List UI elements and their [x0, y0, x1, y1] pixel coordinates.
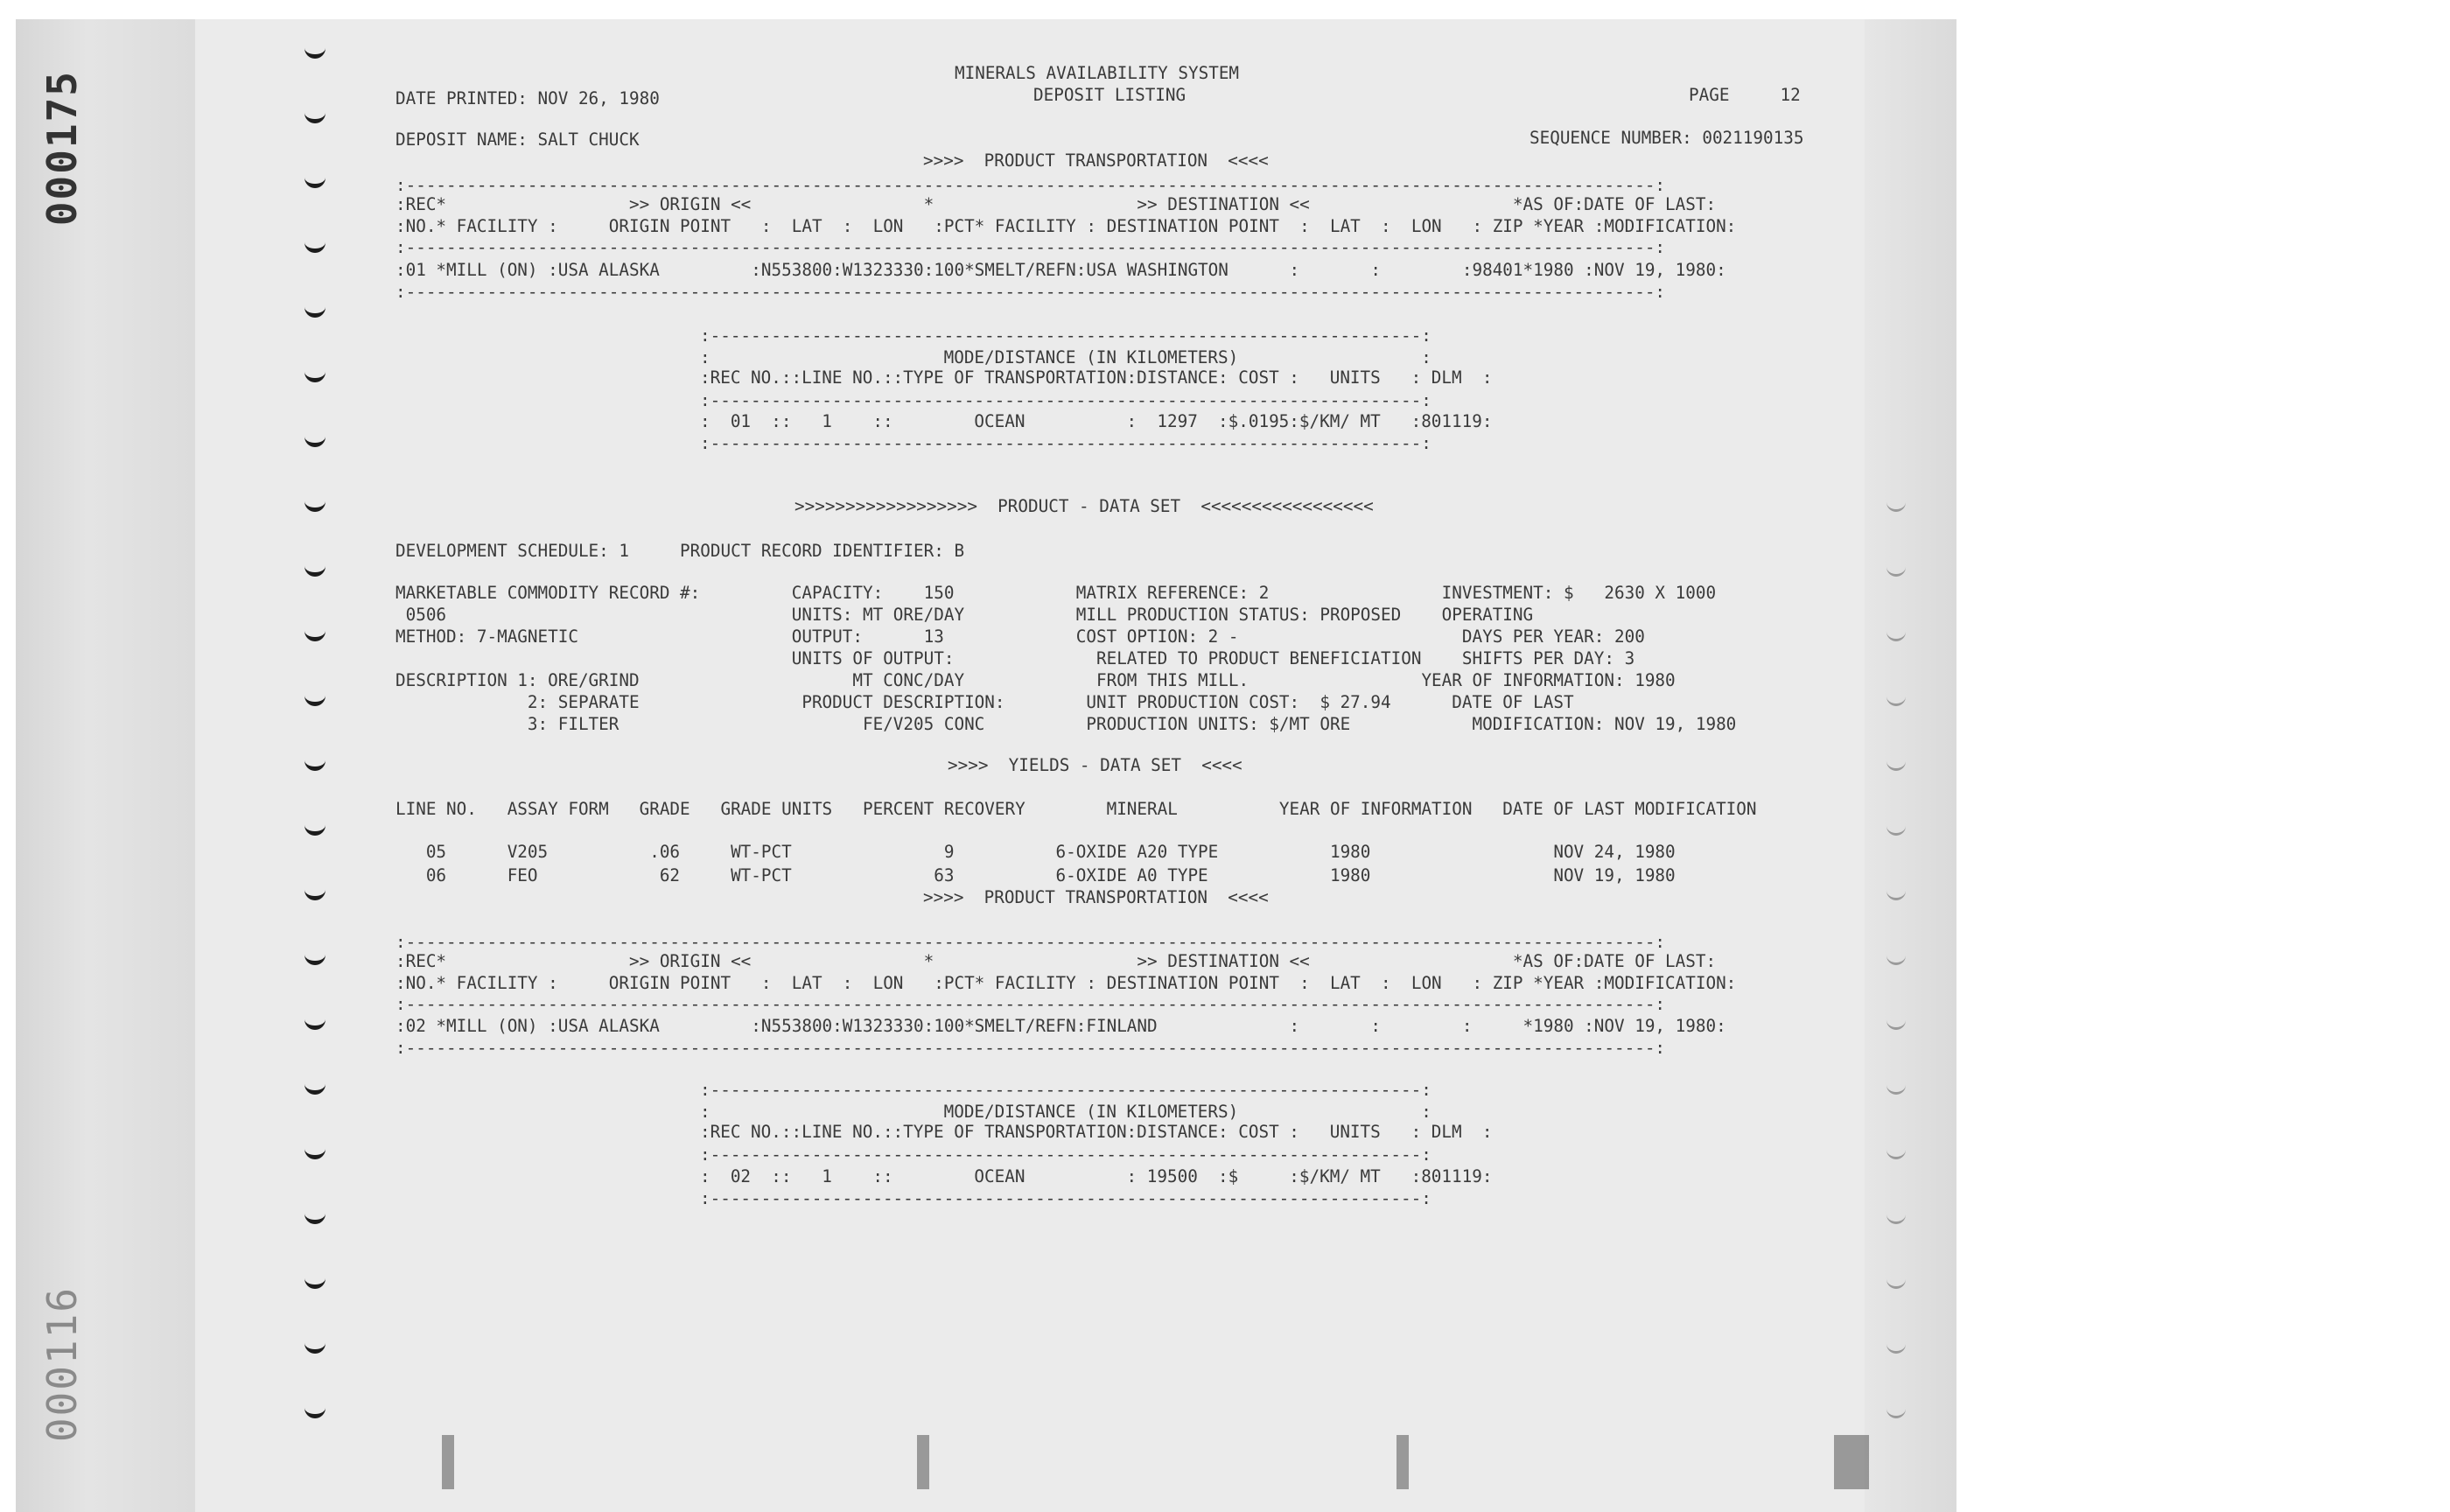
frame-number-stamp-bottom: 000116 [38, 1286, 86, 1443]
yields-row: 05 V205 .06 WT-PCT 9 6-OXIDE A20 TYPE 1980 NOV 24, 1980 [396, 842, 1676, 862]
table-header: :NO.* FACILITY : ORIGIN POINT : LAT : LON :PCT* FACILITY : DESTINATION POINT : LAT : LON : ZIP *YEAR :MODIFICATION: [396, 973, 1737, 993]
table-rule: :---------------------------------------------------------------------------------------------------------------------------: [396, 175, 1666, 195]
product-line: UNITS OF OUTPUT: RELATED TO PRODUCT BENEFICIATION SHIFTS PER DAY: 3 [396, 648, 1635, 668]
table-rule: :----------------------------------------------------------------------: [700, 1080, 1432, 1100]
table-rule: :----------------------------------------------------------------------: [700, 433, 1432, 453]
table-rule: :----------------------------------------------------------------------: [700, 390, 1432, 410]
product-line: MARKETABLE COMMODITY RECORD #: CAPACITY: 150 MATRIX REFERENCE: 2 INVESTMENT: $ 2630 X 1000 [396, 583, 1717, 603]
table-row: :01 *MILL (ON) :USA ALASKA :N553800:W1323330:100*SMELT/REFN:USA WASHINGTON : : :98401*1980 :NOV 19, 1980: [396, 260, 1726, 280]
table-header: :REC NO.::LINE NO.::TYPE OF TRANSPORTATION:DISTANCE: COST : UNITS : DLM : [700, 368, 1493, 388]
yields-header: LINE NO. ASSAY FORM GRADE GRADE UNITS PERCENT RECOVERY MINERAL YEAR OF INFORMATION DATE OF LAST MODIFICATION [396, 799, 1757, 819]
table-row: : 01 :: 1 :: OCEAN : 1297 :$.0195:$/KM/ MT :801119: [700, 411, 1493, 431]
listing-title: DEPOSIT LISTING [1033, 85, 1186, 105]
section-title-transport: >>>> PRODUCT TRANSPORTATION <<<< [923, 887, 1269, 907]
product-line: 3: FILTER FE/V205 CONC PRODUCTION UNITS: $/MT ORE MODIFICATION: NOV 19, 1980 [396, 714, 1737, 734]
table-rule: :---------------------------------------------------------------------------------------------------------------------------: [396, 994, 1666, 1014]
table-rule: :---------------------------------------------------------------------------------------------------------------------------: [396, 932, 1666, 952]
feed-mark [1834, 1435, 1869, 1489]
product-line: METHOD: 7-MAGNETIC OUTPUT: 13 COST OPTION: 2 - DAYS PER YEAR: 200 [396, 626, 1645, 647]
table-row: : 02 :: 1 :: OCEAN : 19500 :$ :$/KM/ MT :801119: [700, 1166, 1493, 1186]
frame-number-stamp-top: 000175 [38, 70, 86, 227]
table-rule: :---------------------------------------------------------------------------------------------------------------------------: [396, 282, 1666, 302]
feed-mark [1396, 1435, 1409, 1489]
product-line: DESCRIPTION 1: ORE/GRIND MT CONC/DAY FROM THIS MILL. YEAR OF INFORMATION: 1980 [396, 670, 1676, 690]
table-header: :REC NO.::LINE NO.::TYPE OF TRANSPORTATION:DISTANCE: COST : UNITS : DLM : [700, 1122, 1493, 1142]
feed-mark [442, 1435, 454, 1489]
mode-title: : MODE/DISTANCE (IN KILOMETERS) : [700, 347, 1432, 368]
table-rule: :----------------------------------------------------------------------: [700, 1188, 1432, 1208]
table-header: :NO.* FACILITY : ORIGIN POINT : LAT : LON :PCT* FACILITY : DESTINATION POINT : LAT : LON : ZIP *YEAR :MODIFICATION: [396, 216, 1737, 236]
section-title-yields: >>>> YIELDS - DATA SET <<<< [948, 755, 1242, 775]
section-title-transport: >>>> PRODUCT TRANSPORTATION <<<< [923, 150, 1269, 171]
deposit-name: DEPOSIT NAME: SALT CHUCK [396, 130, 640, 150]
table-rule: :---------------------------------------------------------------------------------------------------------------------------: [396, 1038, 1666, 1058]
table-header: :REC* >> ORIGIN << * >> DESTINATION << *AS OF:DATE OF LAST: [396, 194, 1717, 214]
system-title: MINERALS AVAILABILITY SYSTEM [955, 63, 1240, 83]
feed-mark [917, 1435, 929, 1489]
table-header: :REC* >> ORIGIN << * >> DESTINATION << *AS OF:DATE OF LAST: [396, 951, 1717, 971]
table-rule: :---------------------------------------------------------------------------------------------------------------------------: [396, 237, 1666, 257]
yields-row: 06 FEO 62 WT-PCT 63 6-OXIDE A0 TYPE 1980 NOV 19, 1980 [396, 865, 1676, 886]
mode-title: : MODE/DISTANCE (IN KILOMETERS) : [700, 1102, 1432, 1122]
sequence-number: SEQUENCE NUMBER: 0021190135 [1530, 128, 1804, 148]
table-rule: :----------------------------------------------------------------------: [700, 1144, 1432, 1165]
date-printed: DATE PRINTED: NOV 26, 1980 [396, 88, 660, 108]
development-schedule: DEVELOPMENT SCHEDULE: 1 PRODUCT RECORD IDENTIFIER: B [396, 541, 965, 561]
section-title-product: >>>>>>>>>>>>>>>>>> PRODUCT - DATA SET <<<<<<<<<<<<<<<<< [794, 496, 1374, 516]
table-row: :02 *MILL (ON) :USA ALASKA :N553800:W1323330:100*SMELT/REFN:FINLAND : : : *1980 :NOV 19, 1980: [396, 1016, 1726, 1036]
product-line: 2: SEPARATE PRODUCT DESCRIPTION: UNIT PRODUCTION COST: $ 27.94 DATE OF LAST [396, 692, 1574, 712]
product-line: 0506 UNITS: MT ORE/DAY MILL PRODUCTION STATUS: PROPOSED OPERATING [396, 605, 1534, 625]
page-number: PAGE 12 [1689, 85, 1801, 105]
right-tractor-strip [1865, 19, 1956, 1512]
table-rule: :----------------------------------------------------------------------: [700, 326, 1432, 346]
